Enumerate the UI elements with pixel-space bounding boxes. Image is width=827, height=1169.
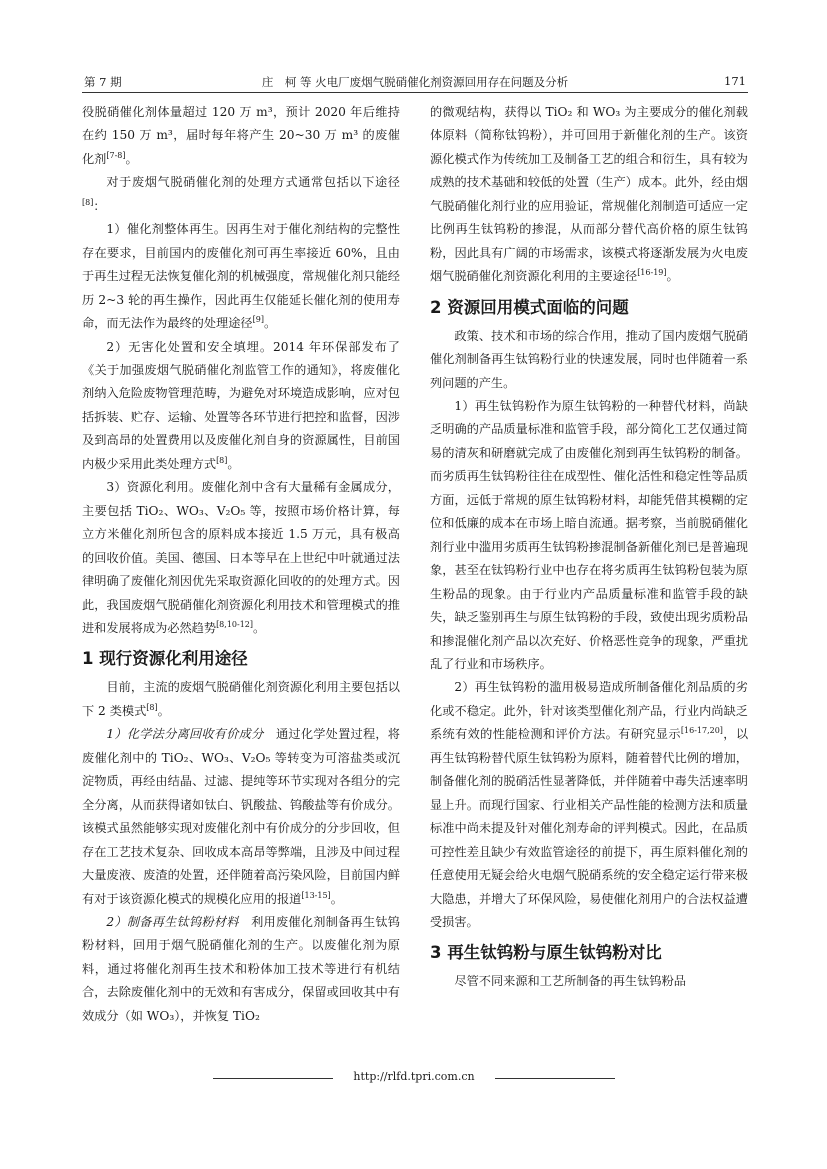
page-number: 171 bbox=[724, 74, 746, 88]
paragraph-text: 通过化学处置过程，将废催化剂中的 TiO₂、WO₃、V₂O₅ 等转变为可溶盐类或沉淀物质，再经由结晶、过滤、提纯等环节实现对各组分的完全分离，从而获得诸如钛白、钒酸盐、钨酸盐等有价成分。该模式虽然能够实现对废催化剂中有价成分的分步回收，但存在工艺技术复杂、回收成本高昂等弊端，且涉及中间过程大量废液、废渣的处置，还伴随着高污染风险，目前国内鲜有对于该资源化模式的规模化应用的报道[13-15]。 bbox=[82, 727, 400, 906]
issue-number: 第 7 期 bbox=[84, 75, 122, 89]
journal-url: http://rlfd.tpri.com.cn bbox=[353, 1070, 475, 1083]
paragraph: 3）资源化利用。废催化剂中含有大量稀有金属成分，主要包括 TiO₂、WO₃、V₂O₅ 等，按照市场价格计算，每立方米催化剂所包含的原料成本接近 1.5 万元，具有极高的回收价值。美国、德国、日本等早在上世纪中叶就通过法律明确了废催化剂因优先采取资源化回收的的处理方式。因此，我国废烟气脱硝催化剂资源化利用技术和管理模式的推进和发展将成为必然趋势[8,10-12]。 bbox=[82, 480, 400, 635]
left-column bbox=[82, 101, 400, 1028]
running-title: 庄 柯 等 火电厂废烟气脱硝催化剂资源回用存在问题及分析 bbox=[261, 75, 569, 89]
paragraph: 役脱硝催化剂体量超过 120 万 m³，预计 2020 年后维持在约 150 万 m³，届时每年将产生 20~30 万 m³ 的废催化剂[7-8]。 bbox=[82, 105, 400, 166]
citation-ref: [9] bbox=[252, 315, 264, 325]
paragraph-text: 利用废催化剂制备再生钛钨粉材料，回用于烟气脱硝催化剂的生产。以废催化剂为原料，通过将催化剂再生技术和粉体加工技术等进行有机结合，去除废催化剂中的无效和有害成分，保留或回收其中有效成分（如 WO₃），并恢复 TiO₂ bbox=[82, 914, 400, 1023]
section-heading: 3 再生钛钨粉与原生钛钨粉对比 bbox=[430, 943, 662, 963]
section-heading: 1 现行资源化利用途径 bbox=[82, 649, 248, 669]
subsection-label: 2）制备再生钛钨粉材料 bbox=[106, 914, 239, 929]
citation-ref: [8] bbox=[146, 702, 158, 712]
paragraph: 1）催化剂整体再生。因再生对于催化剂结构的完整性存在要求，目前国内的废催化剂可再生率接近 60%，且由于再生过程无法恢复催化剂的机械强度，常规催化剂只能经历 2~3 轮的再生操作，因此再生仅能延长催化剂的使用寿命，而无法作为最终的处理途径[9]。 bbox=[82, 222, 400, 331]
citation-ref: [13-15] bbox=[301, 890, 331, 900]
paragraph: 对于废烟气脱硝催化剂的处理方式通常包括以下途径[8]： bbox=[82, 175, 400, 213]
running-header bbox=[82, 72, 748, 93]
subsection-label: 1）化学法分离回收有价成分 bbox=[106, 727, 264, 742]
citation-ref: [8] bbox=[82, 197, 94, 207]
footer-rule bbox=[495, 1078, 615, 1079]
paragraph: 的微观结构，获得以 TiO₂ 和 WO₃ 为主要成分的催化剂载体原料（简称钛钨粉），并可回用于新催化剂的生产。该资源化模式作为传统加工及制备工艺的组合和衍生，具有较为成熟的技术基础和较低的处置（生产）成本。此外，经由烟气脱硝催化剂行业的应用验证，常规催化剂制造可适应一定比例再生钛钨粉的掺混，从而部分替代高价格的原生钛钨粉，因此具有广阔的市场需求，该模式将逐渐发展为火电废烟气脱硝催化剂资源化利用的主要途径[16-19]。 bbox=[430, 105, 748, 284]
paragraph: 目前，主流的废烟气脱硝催化剂资源化利用主要包括以下 2 类模式[8]。 bbox=[82, 680, 400, 718]
right-column bbox=[430, 101, 748, 994]
citation-ref: [16-17,20] bbox=[680, 726, 723, 736]
paragraph: 2）无害化处置和安全填埋。2014 年环保部发布了《关于加强废烟气脱硝催化剂监管工作的通知》，将废催化剂纳入危险废物管理范畴，为避免对环境造成影响，应对包括拆装、贮存、运输、处置等各环节进行把控和监督，因涉及到高昂的处置费用以及废催化剂自身的资源属性，目前国内极少采用此类处理方式[8]。 bbox=[82, 339, 400, 471]
paragraph bbox=[82, 723, 400, 911]
citation-ref: [16-19] bbox=[637, 268, 667, 278]
paragraph: 政策、技术和市场的综合作用，推动了国内废烟气脱硝催化剂制备再生钛钨粉行业的快速发展，同时也伴随着一系列问题的产生。 bbox=[430, 328, 748, 390]
paragraph: 1）再生钛钨粉作为原生钛钨粉的一种替代材料，尚缺乏明确的产品质量标准和监管手段，部分简化工艺仅通过简易的清灰和研磨就完成了由废催化剂到再生钛钨粉的制备。而劣质再生钛钨粉往往在成型性、催化活性和稳定性等品质方面，远低于常规的原生钛钨粉材料，却能凭借其模糊的定位和低廉的成本在市场上暗自流通。据考察，当前脱硝催化剂行业中滥用劣质再生钛钨粉掺混制备新催化剂已是普遍现象，甚至在钛钨粉行业中也存在将劣质再生钛钨粉包装为原生粉品的现象。由于行业内产品质量标准和监管手段的缺失，缺乏鉴别再生与原生钛钨粉的手段，致使出现劣质粉品和掺混催化剂产品以次充好、价格恶性竞争的现象，严重扰乱了行业和市场秩序。 bbox=[430, 398, 748, 671]
section-heading: 2 资源回用模式面临的问题 bbox=[430, 297, 629, 317]
paragraph bbox=[82, 911, 400, 1028]
citation-ref: [7-8] bbox=[106, 150, 126, 160]
footer-rule bbox=[213, 1078, 333, 1079]
paragraph: 2）再生钛钨粉的滥用极易造成所制备催化剂品质的劣化或不稳定。此外，针对该类型催化剂产品，行业内尚缺乏系统有效的性能检测和评价方法。有研究显示[16-17,20]，以再生钛钨粉替代原生钛钨粉为原料，随着替代比例的增加，制备催化剂的脱硝活性显著降低，并伴随着中毒失活速率明显上升。而现行国家、行业相关产品性能的检测方法和质量标准中尚未提及针对催化剂寿命的评判模式。因此，在品质可控性差且缺少有效监管途径的前提下，再生原料催化剂的任意使用无疑会给火电烟气脱硝系统的安全稳定运行带来极大隐患，并增大了环保风险，易使催化剂用户的合法权益遭受损害。 bbox=[430, 680, 749, 929]
paragraph: 尽管不同来源和工艺所制备的再生钛钨粉品 bbox=[454, 974, 686, 989]
citation-ref: [8,10-12] bbox=[216, 619, 253, 629]
citation-ref: [8] bbox=[216, 455, 228, 465]
